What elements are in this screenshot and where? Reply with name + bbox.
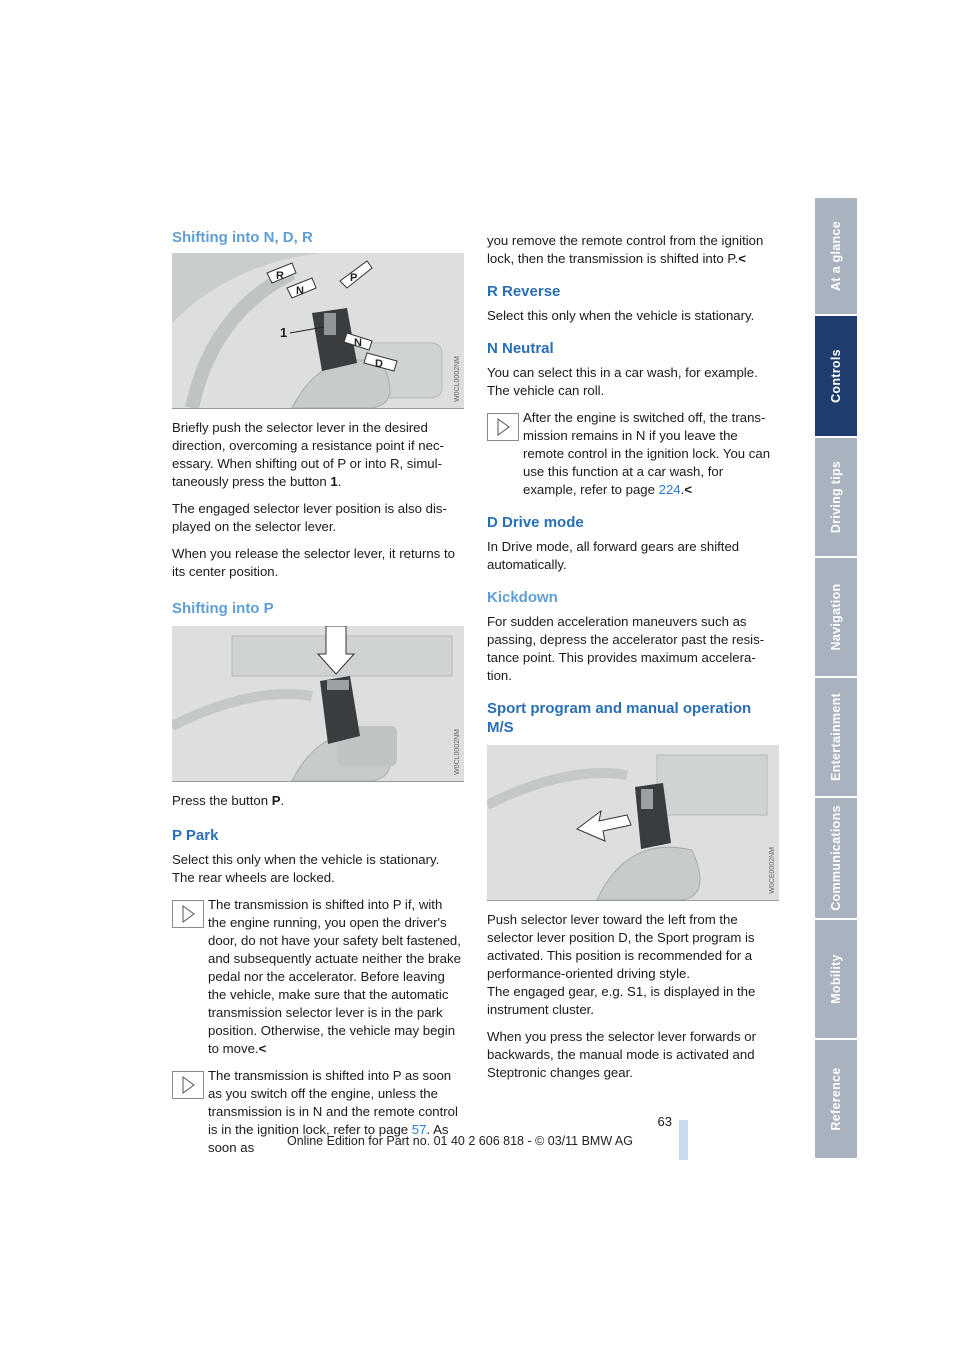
paragraph-neutral: You can select this in a car wash, for example. The vehicle can roll. [487, 365, 758, 398]
paragraph-continued [487, 232, 779, 268]
tab-label: Navigation [829, 583, 843, 651]
heading-n-neutral: N Neutral [487, 340, 554, 357]
note-triangle-icon [172, 1071, 204, 1099]
selector-lever-figure-ms [487, 745, 779, 901]
tab-label: At a glance [829, 221, 843, 291]
tab-driving-tips[interactable] [815, 438, 857, 558]
selector-lever-figure-ndr [172, 253, 464, 409]
heading-shifting-ndr: Shifting into N, D, R [172, 229, 313, 246]
end-mark: < [258, 1041, 267, 1056]
paragraph-sport-1: Push selector lever toward the left from the selector lever position D, the Sport program is activated. This position is recommended for a performance-oriented driving style. [487, 912, 755, 981]
tab-mobility[interactable] [815, 920, 857, 1040]
tab-communications[interactable] [815, 798, 857, 920]
text-run: you remove the remote control from the ignition lock, then the transmission is shifted into P. [487, 233, 764, 266]
text-run: . [280, 793, 285, 808]
paragraph-park-select: Select this only when the vehicle is stationary. The rear wheels are locked. [172, 852, 440, 885]
paragraph-briefly-push [172, 419, 464, 491]
note-triangle-icon [172, 900, 204, 928]
text-run: Briefly push the selector lever in the desired direction, overcoming a resistance point if nec-essary. When shifting out of P or into R, simul-taneously press the button [172, 420, 444, 489]
paragraph-release-lever: When you release the selector lever, it returns to its center position. [172, 546, 455, 579]
figure-code: W0CE0002NM [769, 847, 776, 894]
heading-p-park: P Park [172, 827, 219, 844]
button-reference: 1 [330, 474, 338, 489]
page-link-57[interactable]: 57 [411, 1122, 427, 1137]
paragraph-reverse: Select this only when the vehicle is stationary. [487, 308, 755, 323]
text-run: . [680, 482, 685, 497]
text-run: After the engine is switched off, the trans-mission remains in N if you leave the remote control in the ignition lock. You can use this function at a car wash, for example, refer to page [523, 410, 771, 497]
tab-at-a-glance[interactable] [815, 198, 857, 316]
tab-label: Entertainment [829, 693, 843, 781]
note-text [172, 896, 464, 1058]
text-run: Press the button [172, 793, 272, 808]
heading-d-drive: D Drive mode [487, 514, 584, 531]
tab-label: Communications [829, 805, 843, 911]
tab-label: Driving tips [829, 460, 843, 534]
tab-label: Reference [829, 1067, 843, 1131]
tab-label: Controls [829, 349, 843, 403]
fig1-label-n-bottom: N [354, 337, 362, 349]
note-block-neutral [487, 409, 779, 499]
tab-entertainment[interactable] [815, 678, 857, 798]
text-run: The transmission is shifted into P if, with the engine running, you open the driver's door, do not have your safety belt fastened, and subsequently actuate neither the brake pedal nor the accelerator. Before leaving the vehicle, make sure that the automatic transmission selector lever is in the park position. Otherwise, the vehicle may begin to move. [208, 897, 461, 1056]
selector-lever-illustration [172, 253, 464, 408]
tab-navigation[interactable] [815, 558, 857, 678]
text-run: The transmission is shifted into P as soon as you switch off the engine, unless the transmission is in N and the remote control is in the ignition lock, refer to page [208, 1068, 458, 1137]
selector-lever-figure-p [172, 626, 464, 782]
heading-sport-program: Sport program and manual operation M/S [487, 700, 752, 736]
chapter-tabs [815, 198, 857, 1160]
fig1-label-p: P [350, 272, 358, 284]
page-link-224[interactable]: 224 [658, 482, 681, 497]
figure-code: W0CL0002NM [454, 356, 461, 402]
heading-kickdown: Kickdown [487, 589, 558, 606]
fig1-label-r: R [276, 270, 284, 282]
end-mark: < [738, 251, 746, 266]
left-column [172, 228, 464, 1166]
paragraph-sport-2: The engaged gear, e.g. S1, is displayed in the instrument cluster. [487, 984, 756, 1017]
tab-label: Mobility [829, 954, 843, 1004]
text-run: . [337, 474, 342, 489]
page-number: 63 [657, 1114, 672, 1129]
end-mark: < [684, 482, 693, 497]
note-triangle-icon [487, 413, 519, 441]
footer-edition-note: Online Edition for Part no. 01 40 2 606 818 - © 03/11 BMW AG [287, 1134, 633, 1148]
text-run: . As soon as [208, 1122, 449, 1155]
fig1-label-d: D [375, 358, 383, 370]
paragraph-press-button-p [172, 792, 464, 810]
note-block-park-auto [172, 896, 464, 1058]
fig1-label-n-top: N [296, 285, 304, 297]
heading-r-reverse: R Reverse [487, 283, 561, 300]
sport-mode-illustration [487, 745, 779, 900]
paragraph-drive: In Drive mode, all forward gears are shifted automatically. [487, 539, 740, 572]
figure-code: W0CL0002NM [454, 729, 461, 775]
button-reference: P [271, 793, 281, 808]
fig1-callout-1: 1 [280, 325, 288, 340]
paragraph-kickdown: For sudden acceleration maneuvers such as passing, depress the accelerator past the resis-tance point. This provides maximum accelera-tion. [487, 614, 765, 683]
park-button-illustration [172, 626, 464, 781]
heading-shifting-p: Shifting into P [172, 600, 274, 617]
right-column [487, 232, 779, 1091]
tab-controls[interactable] [815, 316, 857, 438]
note-text [487, 409, 779, 499]
paragraph-engaged-position: The engaged selector lever position is also dis-played on the selector lever. [172, 501, 447, 534]
paragraph-sport-3: When you press the selector lever forwards or backwards, the manual mode is activated and Steptronic changes gear. [487, 1029, 756, 1080]
